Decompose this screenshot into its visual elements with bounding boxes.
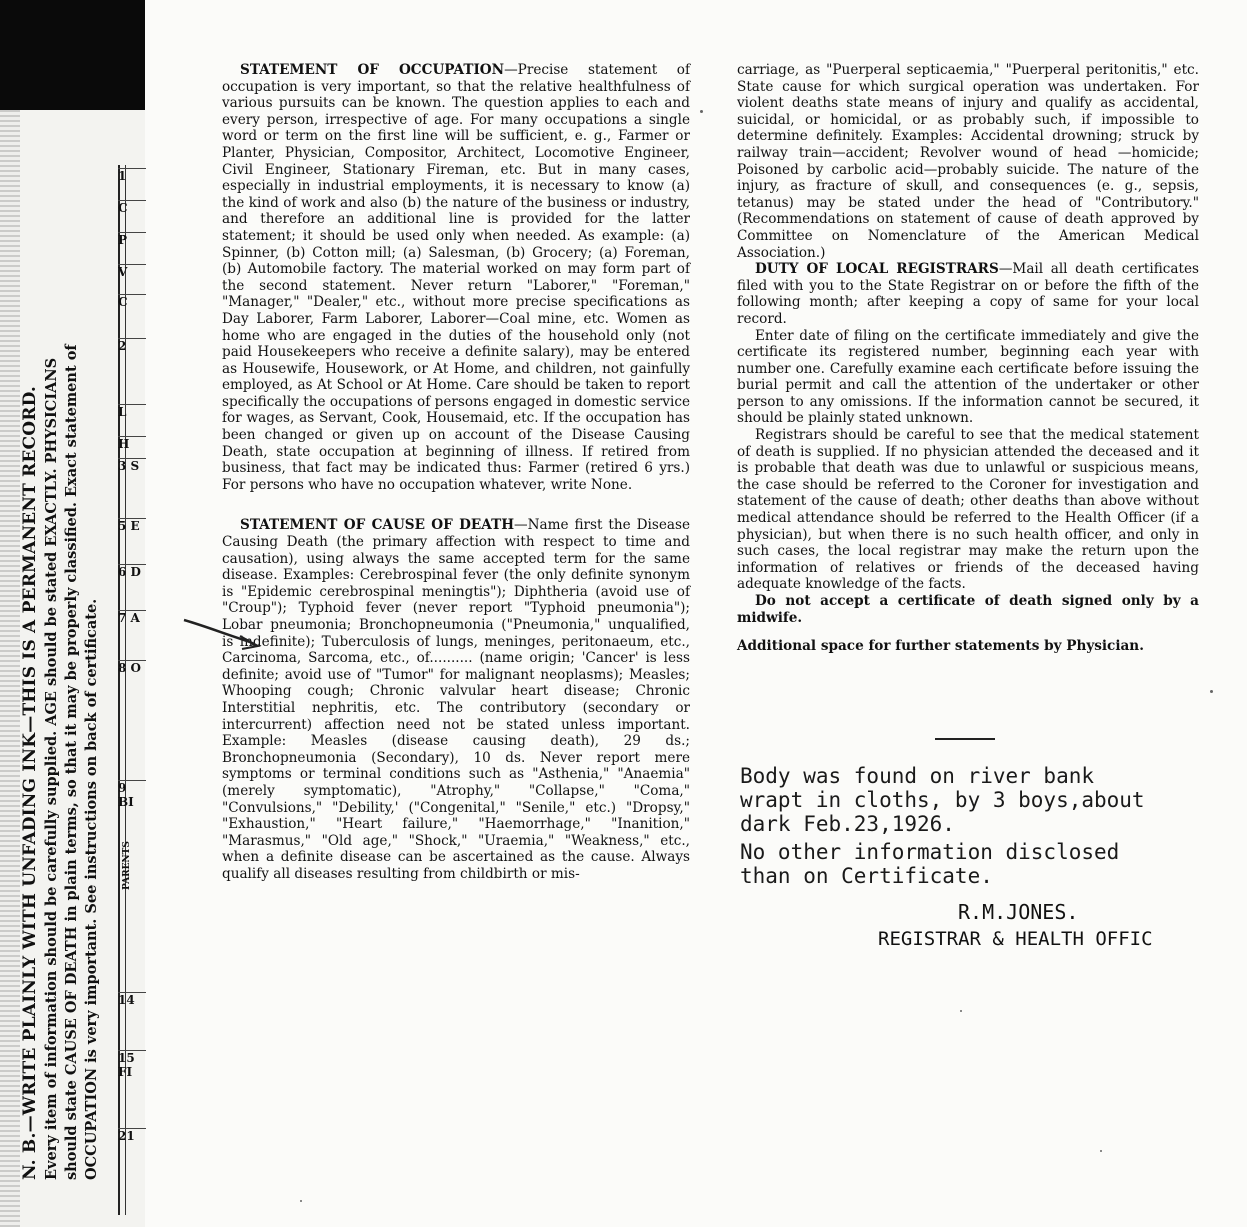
scan-speck [1210,690,1213,693]
form-fragment: P [118,232,146,247]
midwife-paragraph: Do not accept a certificate of death signed only by a midwife. [737,593,1199,626]
pen-mark-icon [180,612,265,652]
typed-statement [740,764,1245,888]
registrar-paragraph: Registrars should be careful to see that the medical statement of death is supplied. If no physician attended the deceased and it is probable that death was due to unlawful or suspicious means, the case should be referred to the Coroner for investigation and statement of the cause of death; other deaths than above without medical attendance should be referred to the Health Officer (if a physician), but when there is no such health officer, and only in such cases, the local registrar may make the return upon the information of relatives or friends of the deceased having adequate knowledge of the facts. [737,427,1199,593]
scan-speck [700,110,703,113]
margin-instruction-line: should state CAUSE OF DEATH in plain terms, so that it may be properly classified. Exact statement of [63,344,80,1180]
duty-section [737,261,1199,327]
black-corner-tab [0,0,145,110]
form-fragment: 7 A [118,610,146,625]
divider-rule [935,738,995,740]
duty-body: —Mail all death certificates filed with you to the State Registrar on or before the fifth of the following month; after keeping a copy of same for your local record. [737,261,1199,327]
form-fragment: H [118,436,146,451]
scan-speck [960,1010,962,1012]
form-fragment: 15 FI [118,1050,146,1079]
cause-of-death-body: —Name first the Disease Causing Death (the primary affection with respect to time and causation), using always the same accepted term for the same disease. Examples: Cerebrospinal fever (the only definite synonym is "Epidemic cerebrospinal meningtis"); Diphtheria (avoid use of "Croup"); Typhoid fever (never report "Typhoid pneumonia"); Lobar pneumonia; Bronchopneumonia ("Pneumonia," unqualified, is indefinite); Tuberculosis of lungs, meninges, peritonaeum, etc., Carcinoma, Sarcoma, etc., of.......... (name origin; 'Cancer' is less definite; avoid use of "Tumor" for malignant neoplasms); Measles; Whooping cough; Chronic valvular heart disease; Chronic Interstitial nephritis, etc. The contributory (secondary or intercurrent) affection need not be stated unless important. Example: Measles (disease causing death), 29 ds.; Bronchopneumonia (Secondary), 10 ds. Never report mere symptoms or terminal conditions such as "Asthenia," "Anaemia" (merely symptomatic), "Atrophy," "Collapse," "Coma," "Convulsions," "Debility,' ("Congenital," "Senile," etc.) "Dropsy," "Exhaustion," "Heart failure," "Haemorrhage," "Inanition," "Marasmus," "Old age," "Shock," "Uraemia," "Weakness," etc., when a definite disease can be ascertained as the cause. Always qualify all diseases resulting from childbirth or mis- [222,517,690,882]
scan-speck [1100,1150,1102,1152]
occupation-section [222,62,690,493]
right-column [737,62,1199,655]
scan-speck [300,1200,302,1202]
typed-line: dark Feb.23,1926. [740,812,955,836]
form-fragment: V [118,264,146,279]
cause-of-death-section [222,517,690,882]
form-fragment: C [118,200,146,215]
margin-instruction-line: OCCUPATION is very important. See instructions on back of certificate. [83,598,100,1180]
form-fragment: 6 D [118,564,146,579]
form-fragment: 8 O [118,660,146,675]
permanent-record-notice: N. B.—WRITE PLAINLY WITH UNFADING INK—THIS IS A PERMANENT RECORD. [20,385,40,1180]
typed-line: No other information disclosed [740,840,1120,864]
form-fragment: 21 [118,1128,146,1143]
form-fragment: 9 BI [118,780,146,809]
signature-title: REGISTRAR & HEALTH OFFIC [878,928,1153,950]
left-column [222,62,690,883]
torn-edge [0,110,20,1227]
cause-of-death-heading: STATEMENT OF CAUSE OF DEATH [240,517,515,534]
typed-line: wrapt in cloths, by 3 boys,about [740,788,1145,812]
form-fragment-column [112,160,146,1220]
cause-continuation: carriage, as "Puerperal septicaemia," "Puerperal peritonitis," etc. State cause for which surgical operation was undertaken. For violent deaths state means of injury and qualify as accidental, suicidal, or homicidal, or as probably such, if impossible to determine definitely. Examples: Accidental drowning; struck by railway train—accident; Revolver wound of head —homicide; Poisoned by carbolic acid—probably suicide. The nature of the injury, as fracture of skull, and consequences (e. g., sepsis, tetanus) may be stated under the head of "Contributory." (Recommendations on statement of cause of death approved by Committee on Nomenclature of the American Medical Association.) [737,62,1199,261]
parents-label: PARENTS [122,841,132,890]
form-fragment: 3 S [118,458,146,473]
occupation-heading: STATEMENT OF OCCUPATION [240,62,505,78]
form-fragment: 2 [118,338,146,353]
typed-line: than on Certificate. [740,864,993,888]
filing-paragraph: Enter date of filing on the certificate immediately and give the certificate its registered number, beginning each year with number one. Carefully examine each certificate before issuing the burial permit and call the attention of the undertaker or other person to any omissions. If the information cannot be secured, it should be plainly stated unknown. [737,327,1199,427]
duty-heading: DUTY OF LOCAL REGISTRARS [755,261,999,278]
form-fragment: C [118,294,146,309]
additional-space-label: Additional space for further statements by Physician. [737,638,1144,655]
form-fragment: L [118,404,146,419]
typed-line: Body was found on river bank [740,764,1095,788]
form-fragment: 1 [118,168,146,183]
occupation-body: —Precise statement of occupation is very important, so that the relative healthfulness of various pursuits can be known. The question applies to each and every person, irrespective of age. For many occupations a single word or term on the first line will be sufficient, e. g., Farmer or Planter, Physician, Compositor, Architect, Locomotive Engineer, Civil Engineer, Stationary Fireman, etc. But in many cases, especially in industrial employments, it is necessary to know (a) the kind of work and also (b) the nature of the business or industry, and therefore an additional line is provided for the latter statement; it should be used only when needed. As example: (a) Spinner, (b) Cotton mill; (a) Salesman, (b) Grocery; (a) Foreman, (b) Automobile factory. The material worked on may form part of the second statement. Never return "Laborer," "Foreman," "Manager," "Dealer," etc., without more precise specifications as Day Laborer, Farm Laborer, Laborer—Coal mine, etc. Women as home who are engaged in the duties of the household only (not paid Housekeepers who receive a definite salary), may be entered as Housewife, Housework, or At Home, and children, not gainfully employed, as At School or At Home. Care should be taken to report specifically the occupations of persons engaged in domestic service for wages, as Servant, Cook, Housemaid, etc. If the occupation has been changed or given up on account of the Disease Causing Death, state occupation at beginning of illness. If retired from business, that fact may be indicated thus: Farmer (retired 6 yrs.) For persons who have no occupation whatever, write None. [222,62,690,493]
form-fragment: 5 E [118,518,146,533]
margin-instruction-line: Every item of information should be carefully supplied. AGE should be stated EXACTLY. PHYSICIANS [43,357,60,1180]
form-fragment: 14 [118,992,146,1007]
signature-name: R.M.JONES. [958,900,1079,924]
